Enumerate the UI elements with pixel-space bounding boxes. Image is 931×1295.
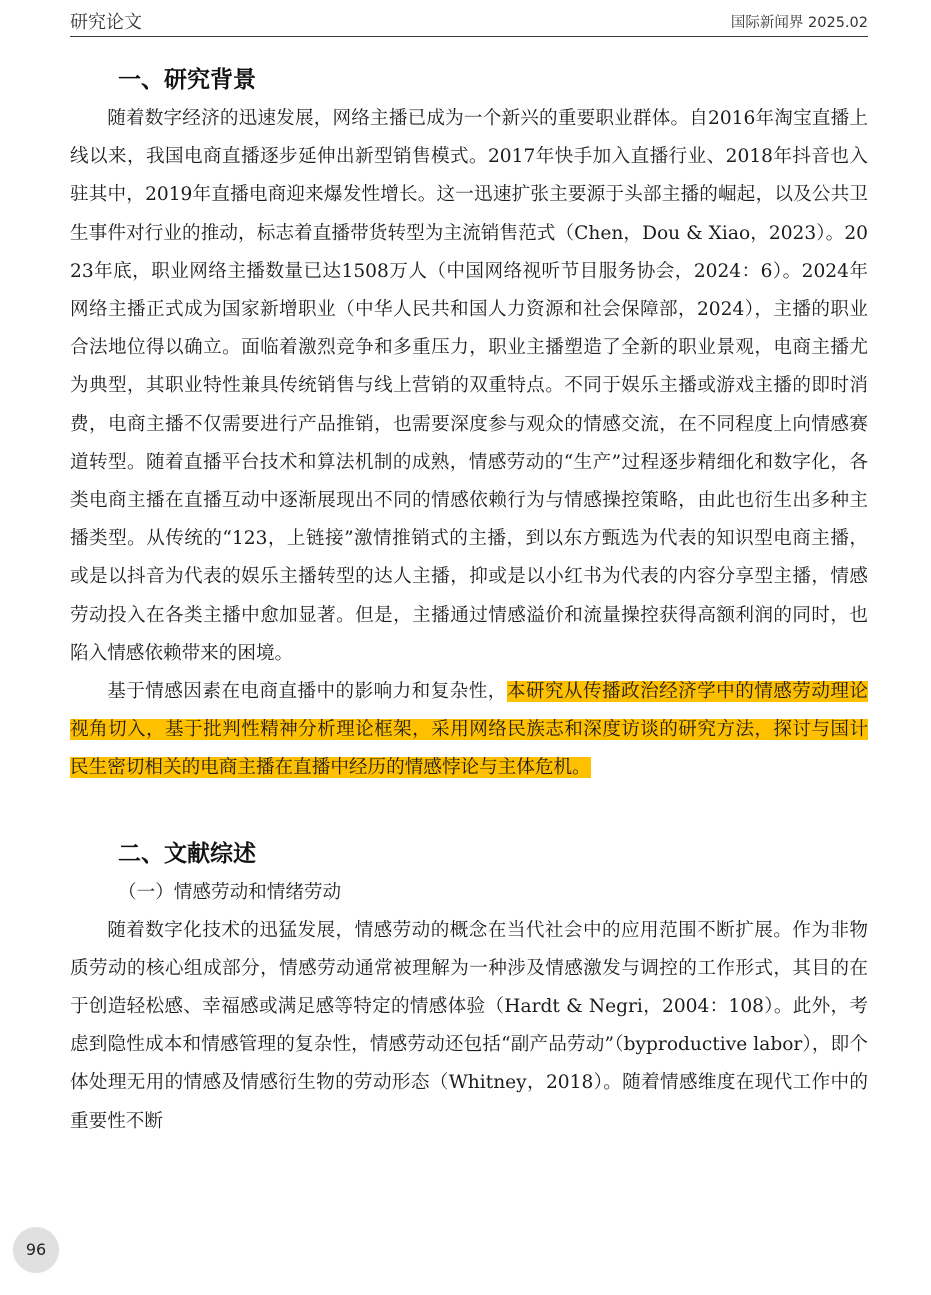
section-label: 研究论文 [70,12,142,33]
section-heading-literature-review: 二、文献综述 [118,840,256,867]
subsection-heading: （一）情感劳动和情绪劳动 [118,881,342,903]
article-body [70,60,868,1141]
journal-issue: 国际新闻界 2025.02 [730,15,868,31]
paragraph-lead-text: 基于情感因素在电商直播中的影响力和复杂性， [107,681,507,703]
body-paragraph-highlighted [70,673,868,788]
page-number-badge: 96 [13,1227,59,1273]
running-header [70,6,868,37]
section-spacer [70,788,868,834]
highlighted-text: 本研究从传播政治经济学中的情感劳动理论视角切入，基于批判性精神分析理论框架，采用网络民族志和深度访谈的研究方法，探讨与国计民生密切相关的电商主播在直播中经历的情感悖论与主体危机。 [70,681,868,779]
body-paragraph: 随着数字化技术的迅猛发展，情感劳动的概念在当代社会中的应用范围不断扩展。作为非物质劳动的核心组成部分，情感劳动通常被理解为一种涉及情感激发与调控的工作形式，其目的在于创造轻松感、幸福感或满足感等特定的情感体验（Hardt & Negri，2004：108）。此外，考虑到隐性成本和情感管理的复杂性，情感劳动还包括“副产品劳动”（byproductive labor），即个体处理无用的情感及情感衍生物的劳动形态（Whitney，2018）。随着情感维度在现代工作中的重要性不断 [70,919,868,1132]
body-paragraph: 随着数字经济的迅速发展，网络主播已成为一个新兴的重要职业群体。自2016年淘宝直播上线以来，我国电商直播逐步延伸出新型销售模式。2017年快手加入直播行业、2018年抖音也入驻其中，2019年直播电商迎来爆发性增长。这一迅速扩张主要源于头部主播的崛起，以及公共卫生事件对行业的推动，标志着直播带货转型为主流销售范式（Chen，Dou & Xiao，2023）。2023年底，职业网络主播数量已达1508万人（中国网络视听节目服务协会，2024：6）。2024年网络主播正式成为国家新增职业（中华人民共和国人力资源和社会保障部，2024），主播的职业合法地位得以确立。面临着激烈竞争和多重压力，职业主播塑造了全新的职业景观，电商主播尤为典型，其职业特性兼具传统销售与线上营销的双重特点。不同于娱乐主播或游戏主播的即时消费，电商主播不仅需要进行产品推销，也需要深度参与观众的情感交流，在不同程度上向情感赛道转型。随着直播平台技术和算法机制的成熟，情感劳动的“生产”过程逐步精细化和数字化，各类电商主播在直播互动中逐渐展现出不同的情感依赖行为与情感操控策略，由此也衍生出多种主播类型。从传统的“123，上链接”激情推销式的主播，到以东方甄选为代表的知识型电商主播，或是以抖音为代表的娱乐主播转型的达人主播，抑或是以小红书为代表的内容分享型主播，情感劳动投入在各类主播中愈加显著。但是，主播通过情感溢价和流量操控获得高额利润的同时，也陷入情感依赖带来的困境。 [70,108,868,664]
section-heading-background: 一、研究背景 [118,67,256,93]
